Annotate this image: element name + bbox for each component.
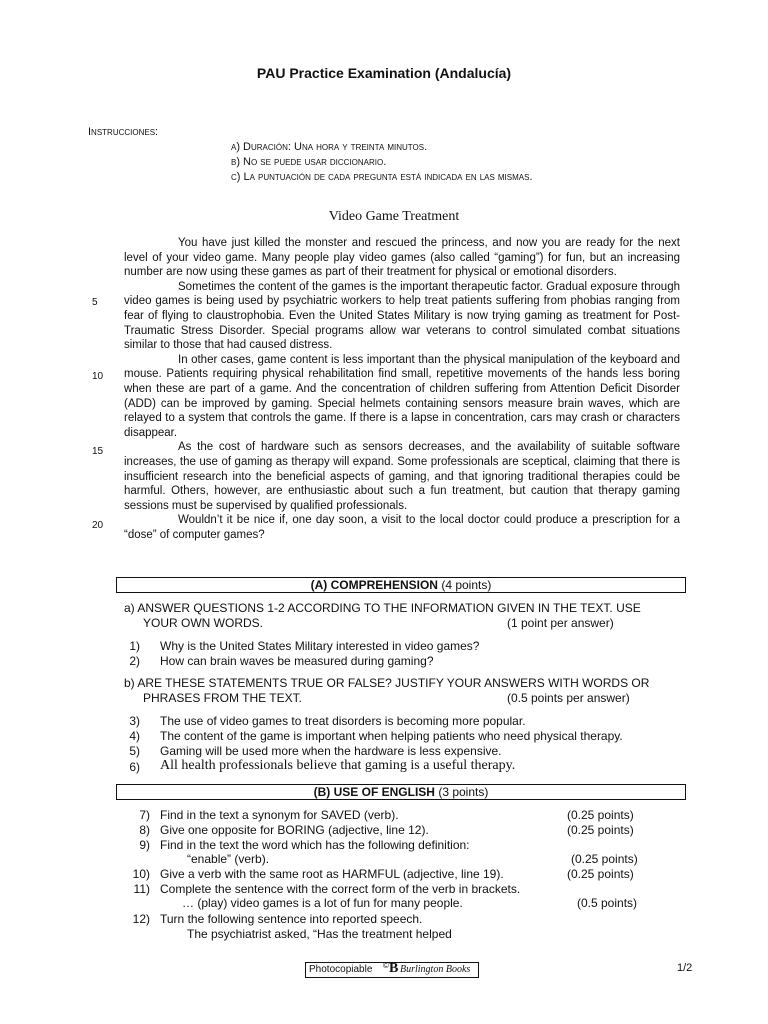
page-number: 1/2 bbox=[677, 962, 693, 974]
publisher-name: Burlington Books bbox=[400, 964, 471, 975]
page-title: PAU Practice Examination (Andalucía) bbox=[256, 65, 512, 81]
question-text: Give one opposite for BORING (adjective, line 12). bbox=[160, 823, 429, 837]
line-number: 20 bbox=[92, 520, 104, 531]
reading-title: Video Game Treatment bbox=[328, 209, 460, 224]
section-b-heading bbox=[116, 784, 686, 800]
question-text: Give a verb with the same root as HARMFUL (adjective, line 19). bbox=[160, 867, 504, 881]
instruction-item: c) La puntuación de cada pregunta está indicada en las mismas. bbox=[231, 171, 533, 183]
question-text: Gaming will be used more when the hardware is less expensive. bbox=[160, 744, 502, 758]
question-number: 8) bbox=[139, 823, 150, 837]
question-number: 2) bbox=[129, 654, 140, 668]
paragraph: You have just killed the monster and rescued the princess, and now you are ready for the next level of your video game. Many people play video games (also called “gaming”) for fun, but an increasing number are now using these games as part of their treatment for physical or emotional disorders. bbox=[124, 237, 680, 279]
paragraph: As the cost of hardware such as sensors decreases, and the availability of suitable software increases, the use of gaming as therapy will expand. Some professionals are sceptical, claiming that there is insufficient research into the beneficial aspects of gaming, and that ignoring traditional therapies could be harmful. Others, however, are enthusiastic about such a fun treatment, but caution that therapy gaming sessions must be supervised by qualified professionals. bbox=[124, 441, 680, 512]
question-text: Find in the text the word which has the following definition: bbox=[160, 838, 470, 852]
photocopiable-label: Photocopiable bbox=[309, 964, 373, 975]
question-points: (0.25 points) bbox=[571, 852, 638, 866]
question-text: Find in the text a synonym for SAVED (verb). bbox=[160, 808, 399, 822]
question-points: (0.25 points) bbox=[567, 823, 634, 837]
question-text: Turn the following sentence into reported speech. bbox=[160, 912, 423, 926]
question-number: 12) bbox=[132, 912, 150, 926]
paragraph: Sometimes the content of the games is the important therapeutic factor. Gradual exposure through video games is being used by psychiatric workers to help treat patients suffering from phobias ranging from fear of flying to claustrophobia. Even the United States Military is now trying gaming as treatment for Post-Traumatic Stress Disorder. Special programs allow war veterans to control simulated combat situations similar to those that had caused distress. bbox=[124, 280, 680, 352]
part-b-prompt-cont: PHRASES FROM THE TEXT. bbox=[143, 691, 302, 705]
question-number: 5) bbox=[129, 744, 140, 758]
question-number: 11) bbox=[133, 882, 150, 896]
part-b-points: (0.5 points per answer) bbox=[507, 691, 630, 705]
paragraph: In other cases, game content is less important than the physical manipulation of the keyboard and mouse. Patients requiring physical rehabilitation find small, repetitive movements of the hands less boring when these are part of a game. And the concentration of children suffering from Attention Deficit Disorder (ADD) can be improved by gaming. Special helmets containing sensors measure brain waves, which are relayed to a system that controls the game. If there is a lapse in concentration, cars may crash or characters disappear. bbox=[124, 353, 680, 439]
question-number: 1) bbox=[129, 639, 140, 653]
section-a-points: (4 points) bbox=[441, 578, 492, 592]
section-b-title: (B) USE OF ENGLISH bbox=[313, 785, 435, 799]
line-number: 5 bbox=[92, 297, 98, 308]
instruction-item: b) No se puede usar diccionario. bbox=[231, 156, 387, 168]
question-text: Why is the United States Military interested in video games? bbox=[160, 639, 480, 653]
line-number: 15 bbox=[92, 446, 104, 457]
question-number: 10) bbox=[132, 867, 150, 881]
copyright-symbol: © bbox=[383, 961, 389, 970]
section-a-title: (A) COMPREHENSION bbox=[310, 578, 438, 592]
question-points: (0.25 points) bbox=[567, 867, 634, 881]
instruction-item: a) Duración: Una hora y treinta minutos. bbox=[231, 141, 428, 153]
paragraph: Wouldn’t it be nice if, one day soon, a visit to the local doctor could produce a prescription for a “dose” of computer games? bbox=[124, 514, 680, 541]
footer-credit bbox=[305, 962, 479, 978]
part-a-points: (1 point per answer) bbox=[507, 616, 614, 630]
question-text: The use of video games to treat disorders is becoming more popular. bbox=[160, 714, 526, 728]
line-number: 10 bbox=[92, 371, 104, 382]
question-text: Complete the sentence with the correct form of the verb in brackets. bbox=[160, 882, 521, 896]
question-text-cont: … (play) video games is a lot of fun for many people. bbox=[182, 896, 463, 910]
question-text: All health professionals believe that gaming is a useful therapy. bbox=[160, 758, 516, 773]
part-a-prompt: a) ANSWER QUESTIONS 1-2 ACCORDING TO THE INFORMATION GIVEN IN THE TEXT. USE bbox=[124, 601, 641, 615]
question-points: (0.5 points) bbox=[577, 896, 638, 910]
part-b-prompt: b) ARE THESE STATEMENTS TRUE OR FALSE? JUSTIFY YOUR ANSWERS WITH WORDS OR bbox=[124, 676, 650, 690]
reading-text bbox=[124, 236, 680, 542]
section-a-heading bbox=[116, 577, 686, 593]
question-text: The content of the game is important when helping patients who need physical therapy. bbox=[160, 729, 623, 743]
publisher-logo-icon: B bbox=[389, 961, 399, 976]
question-number: 6) bbox=[129, 760, 140, 774]
question-number: 4) bbox=[129, 729, 140, 743]
question-text: How can brain waves be measured during gaming? bbox=[160, 654, 434, 668]
question-number: 3) bbox=[129, 714, 140, 728]
question-number: 9) bbox=[139, 838, 150, 852]
question-text-cont: The psychiatrist asked, “Has the treatment helped bbox=[187, 927, 452, 941]
section-b-points: (3 points) bbox=[438, 785, 489, 799]
instructions-label: Instrucciones: bbox=[88, 126, 159, 138]
question-number: 7) bbox=[139, 808, 150, 822]
part-a-prompt-cont: YOUR OWN WORDS. bbox=[143, 616, 263, 630]
question-points: (0.25 points) bbox=[567, 808, 634, 822]
question-text-cont: “enable” (verb). bbox=[187, 852, 270, 866]
